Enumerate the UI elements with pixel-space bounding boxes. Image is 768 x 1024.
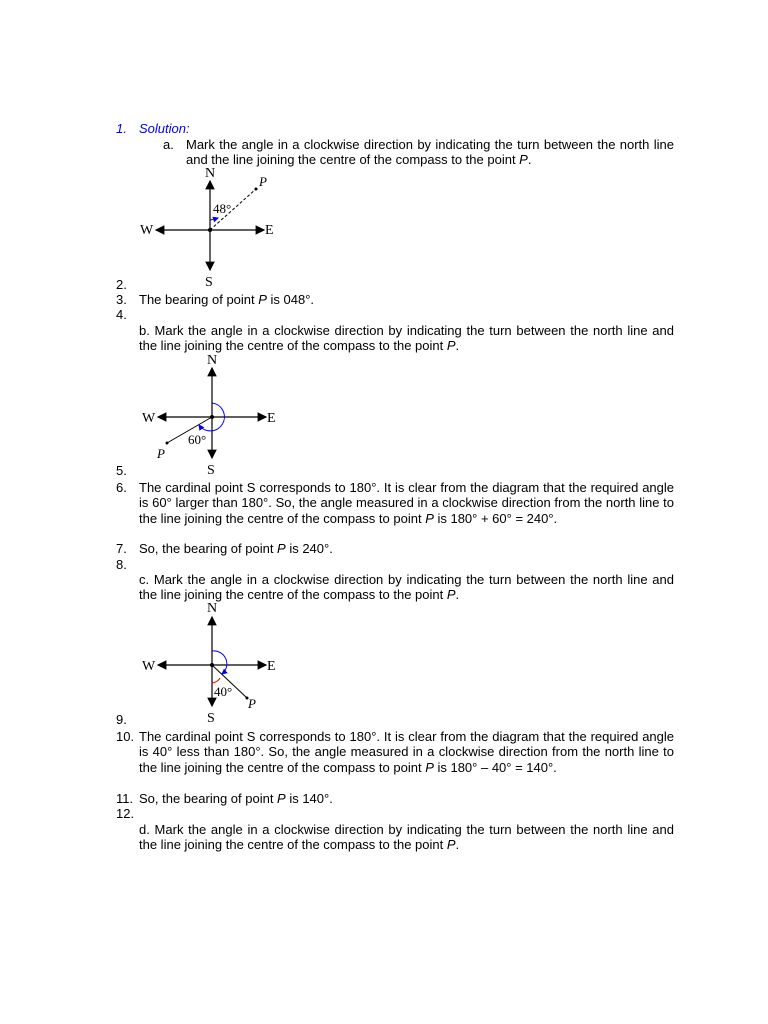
svg-text:P: P	[248, 696, 256, 711]
svg-text:N: N	[207, 353, 218, 368]
svg-text:E: E	[267, 411, 276, 426]
part-a-label: a.	[163, 137, 174, 152]
item-11-text: So, the bearing of point P is 140°.	[139, 791, 333, 806]
compass-diagram-b	[136, 352, 286, 478]
heading-number: 1.	[116, 121, 127, 136]
item-9-number: 9.	[116, 712, 127, 727]
label-s: S	[205, 275, 213, 290]
label-w: W	[140, 223, 154, 238]
compass-diagram-c	[136, 600, 286, 726]
svg-text:60°: 60°	[188, 432, 207, 447]
label-p: P	[259, 174, 267, 189]
item-6-text: The cardinal point S corresponds to 180°. It is clear from the diagram that the required angle is 60° larger than 180°. So, the angle measured in a clockwise direction from the north line to the line joining the centre of the compass to point P is 180° + 60° = 240°.	[139, 480, 674, 526]
item-7-text: So, the bearing of point P is 240°.	[139, 541, 333, 556]
item-3-number: 3.	[116, 292, 127, 307]
item-10-number: 10.	[116, 729, 135, 744]
item-5-number: 5.	[116, 463, 127, 478]
part-c-text: c. Mark the angle in a clockwise direction by indicating the turn between the north line and the line joining the centre of the compass to the point P.	[139, 572, 674, 603]
svg-text:N: N	[207, 601, 218, 616]
item-7-number: 7.	[116, 541, 127, 556]
svg-text:40°: 40°	[214, 684, 233, 699]
svg-text:W: W	[142, 411, 156, 426]
svg-text:S: S	[207, 463, 215, 478]
item-12-number: 12.	[116, 806, 135, 821]
angle-label: 48°	[213, 201, 232, 216]
part-d-text: d. Mark the angle in a clockwise direction by indicating the turn between the north line and the line joining the centre of the compass to the point P.	[139, 822, 674, 853]
item-2-number: 2.	[116, 277, 127, 292]
svg-text:W: W	[142, 659, 156, 674]
item-8-number: 8.	[116, 557, 127, 572]
part-a-text: Mark the angle in a clockwise direction by indicating the turn between the north line and the line joining the centre of the compass to the point P.	[186, 137, 674, 168]
svg-text:E: E	[267, 659, 276, 674]
label-n: N	[205, 166, 216, 181]
item-4-number: 4.	[116, 307, 127, 322]
compass-diagram-a	[136, 164, 286, 290]
item-10-text: The cardinal point S corresponds to 180°. It is clear from the diagram that the required angle is 40° less than 180°. So, the angle measured in a clockwise direction from the north line to the line joining the centre of the compass to point P is 180° – 40° = 140°.	[139, 729, 674, 775]
label-e: E	[265, 223, 274, 238]
svg-text:P: P	[157, 446, 165, 461]
angle-arc	[210, 218, 218, 220]
part-b-text: b. Mark the angle in a clockwise direction by indicating the turn between the north line and the line joining the centre of the compass to the point P.	[139, 323, 674, 354]
svg-text:S: S	[207, 711, 215, 726]
item-3-text: The bearing of point P is 048°.	[139, 292, 315, 307]
item-11-number: 11.	[116, 791, 134, 806]
heading-title: Solution:	[139, 121, 190, 136]
item-6-number: 6.	[116, 480, 127, 495]
angle-arc	[212, 651, 227, 674]
